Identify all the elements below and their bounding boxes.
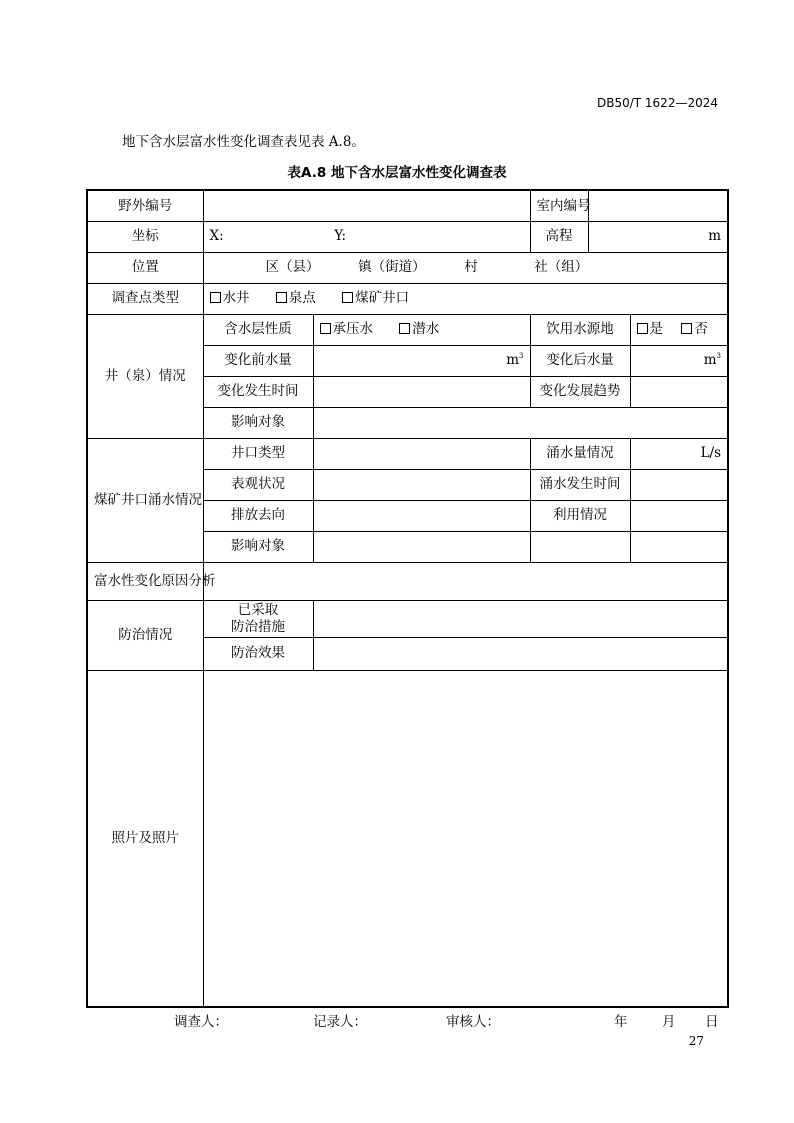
checkbox-mine[interactable]: [342, 292, 353, 303]
label-lab-no: 室内编号: [530, 190, 588, 221]
survey-table: [86, 189, 729, 1008]
investigator-label: 调查人：: [174, 1014, 228, 1030]
label-cause: 富水性变化原因分析: [87, 562, 203, 600]
coord-x-label: X:: [209, 228, 224, 245]
year-label: 年: [614, 1014, 628, 1030]
inflow-time-value[interactable]: [630, 469, 728, 500]
checkbox-yes[interactable]: [637, 323, 648, 334]
cause-value[interactable]: [203, 562, 728, 600]
impact-2-blank-2[interactable]: [630, 531, 728, 562]
label-shaft-type: 井口类型: [203, 438, 313, 469]
label-location: 位置: [87, 252, 203, 283]
point-type-options: [203, 283, 728, 314]
label-discharge: 排放去向: [203, 500, 313, 531]
label-impact: 影响对象: [203, 407, 313, 438]
option-confined: 承压水: [332, 321, 373, 338]
coord-value[interactable]: [203, 221, 530, 252]
label-change-time: 变化发生时间: [203, 376, 313, 407]
vol-after-value[interactable]: [630, 345, 728, 376]
inflow-value[interactable]: [630, 438, 728, 469]
option-no: 否: [694, 321, 708, 338]
inflow-unit: L/s: [700, 445, 722, 462]
unit-m3-after-sup: 3: [716, 352, 722, 361]
label-effect: 防治效果: [203, 637, 313, 670]
loc-village: 村: [464, 259, 478, 276]
drinking-options: [630, 314, 728, 345]
aquifer-options: [313, 314, 530, 345]
impact-2-value[interactable]: [313, 531, 530, 562]
table-title: 表A.8 地下含水层富水性变化调查表: [287, 165, 507, 181]
effect-value[interactable]: [313, 637, 728, 670]
field-no-value[interactable]: [203, 190, 530, 221]
month-label: 月: [662, 1014, 676, 1030]
option-spring: 泉点: [288, 290, 316, 307]
label-coord: 坐标: [87, 221, 203, 252]
appearance-value[interactable]: [313, 469, 530, 500]
label-drinking-source: 饮用水源地: [530, 314, 630, 345]
option-phreatic: 潜水: [412, 321, 440, 338]
checkbox-well[interactable]: [210, 292, 221, 303]
unit-m3-before: m: [506, 352, 520, 369]
label-measures: [203, 600, 313, 637]
checkbox-confined[interactable]: [320, 323, 331, 334]
checkbox-phreatic[interactable]: [399, 323, 410, 334]
label-point-type: 调查点类型: [87, 283, 203, 314]
page-number: 27: [688, 1034, 704, 1048]
change-trend-value[interactable]: [630, 376, 728, 407]
coord-y-label: Y:: [334, 228, 347, 245]
discharge-value[interactable]: [313, 500, 530, 531]
impact-2-blank[interactable]: [530, 531, 630, 562]
measures-value[interactable]: [313, 600, 728, 637]
signature-footer: [0, 1010, 794, 1028]
intro-text: 地下含水层富水性变化调查表见表 A.8。: [122, 134, 365, 150]
unit-m3-after: m: [703, 352, 717, 369]
label-change-trend: 变化发展趋势: [530, 376, 630, 407]
loc-district: 区（县）: [265, 259, 320, 276]
loc-town: 镇（街道）: [358, 259, 426, 276]
utilization-value[interactable]: [630, 500, 728, 531]
label-mine-section: 煤矿井口涌水情况: [87, 438, 203, 562]
label-aquifer-nature: 含水层性质: [203, 314, 313, 345]
elevation-value[interactable]: [588, 221, 728, 252]
label-impact-2: 影响对象: [203, 531, 313, 562]
label-utilization: 利用情况: [530, 500, 630, 531]
vol-before-value[interactable]: [313, 345, 530, 376]
photos-area[interactable]: [203, 670, 728, 1007]
label-vol-before: 变化前水量: [203, 345, 313, 376]
reviewer-label: 审核人：: [446, 1014, 500, 1030]
label-vol-after: 变化后水量: [530, 345, 630, 376]
location-value[interactable]: [203, 252, 728, 283]
loc-group: 社（组）: [534, 259, 589, 276]
day-label: 日: [705, 1014, 719, 1030]
label-elevation: 高程: [530, 221, 588, 252]
unit-m3-before-sup: 3: [519, 352, 524, 361]
option-yes: 是: [649, 321, 664, 338]
label-appearance: 表观状况: [203, 469, 313, 500]
impact-value[interactable]: [313, 407, 728, 438]
label-measures-line1: 已采取: [237, 602, 279, 619]
elevation-unit: m: [708, 228, 722, 245]
change-time-value[interactable]: [313, 376, 530, 407]
label-inflow: 涌水量情况: [530, 438, 630, 469]
document-code: DB50/T 1622—2024: [596, 96, 718, 110]
label-well-section: 井（泉）情况: [87, 314, 203, 438]
option-mine: 煤矿井口: [355, 290, 410, 307]
label-measures-line2: 防治措施: [231, 618, 285, 635]
recorder-label: 记录人：: [313, 1014, 367, 1030]
label-prevention: 防治情况: [87, 600, 203, 670]
label-field-no: 野外编号: [87, 190, 203, 221]
checkbox-spring[interactable]: [276, 292, 287, 303]
lab-no-value[interactable]: [588, 190, 728, 221]
option-well: 水井: [222, 290, 250, 307]
shaft-type-value[interactable]: [313, 438, 530, 469]
label-inflow-time: 涌水发生时间: [530, 469, 630, 500]
label-photos: 照片及照片: [87, 670, 203, 1007]
checkbox-no[interactable]: [681, 323, 692, 334]
